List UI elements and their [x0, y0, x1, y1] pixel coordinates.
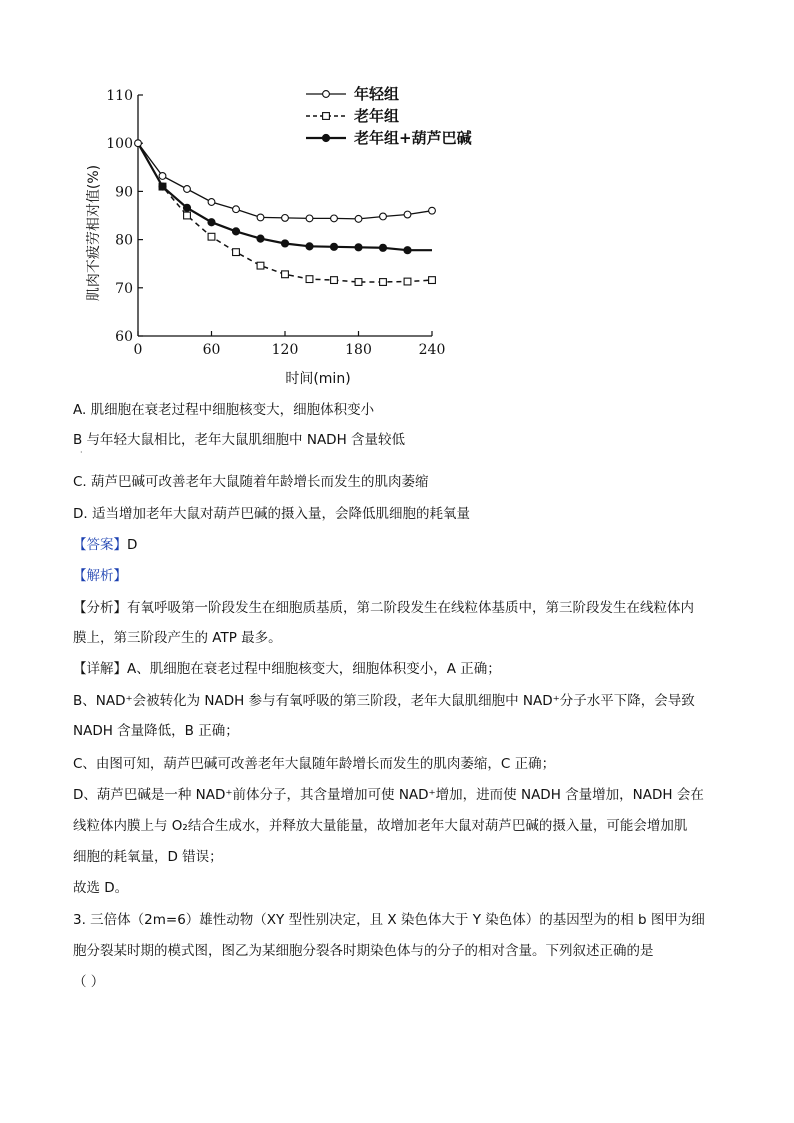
x-tick-label: 60 [202, 342, 221, 358]
y-tick-label: 80 [115, 232, 133, 249]
data-point [135, 140, 142, 147]
legend-marker [322, 134, 329, 141]
y-tick-label: 70 [115, 280, 133, 297]
data-point [306, 215, 313, 222]
legend-label: 年轻组 [354, 85, 400, 103]
option-c: C. 葫芦巴碱可改善老年大鼠随着年龄增长而发生的肌肉萎缩 [73, 474, 429, 490]
x-tick-label: 120 [271, 342, 299, 358]
question-3-line-2: 胞分裂某时期的模式图，图乙为某细胞分裂各时期染色体与的分子的相对含量。下列叙述正确的是 [73, 943, 654, 959]
data-point [183, 204, 190, 211]
data-point [159, 183, 166, 190]
data-point [208, 219, 215, 226]
detail-tag: 【详解】 [73, 661, 127, 677]
series-line-2 [138, 143, 432, 282]
data-point [380, 279, 387, 286]
detail-b-line-1: B、NAD⁺会被转化为 NADH 参与有氧呼吸的第三阶段，老年大鼠肌细胞中 NAD⁺分子水平下降，会导致 [73, 693, 695, 709]
data-point [159, 173, 166, 180]
data-point [331, 277, 338, 284]
detail-d-line-2: 线粒体内膜上与 O₂结合生成水，并释放大量能量，故增加老年大鼠对葫芦巴碱的摄入量，可能会增加肌 [73, 818, 688, 834]
fenxi-text-1: 有氧呼吸第一阶段发生在细胞质基质，第二阶段发生在线粒体基质中，第三阶段发生在线粒体内 [127, 600, 694, 616]
data-point [257, 214, 264, 221]
series-line-1 [138, 143, 432, 219]
fenxi-line-1 [73, 598, 694, 618]
legend-label: 老年组+葫芦巴碱 [354, 129, 472, 147]
data-point [257, 235, 264, 242]
fenxi-tag: 【分析】 [73, 600, 127, 616]
legend-label: 老年组 [354, 107, 400, 125]
detail-c-line: C、由图可知，葫芦巴碱可改善老年大鼠随年龄增长而发生的肌肉萎缩，C 正确； [73, 756, 556, 772]
legend-marker [323, 91, 330, 98]
data-point [355, 244, 362, 251]
series-line-3 [138, 143, 432, 250]
question-3-line-1: 3. 三倍体（2m=6）雄性动物（XY 型性别决定，且 X 染色体大于 Y 染色体）的基因型为的相 b 图甲为细 [73, 912, 705, 928]
analysis-tag: 【解析】 [73, 568, 127, 584]
stray-dot: · [80, 448, 83, 457]
data-point [184, 212, 191, 219]
answer-value: D [127, 537, 138, 553]
data-point [355, 279, 362, 286]
x-tick-label: 0 [133, 342, 143, 358]
data-point [208, 199, 215, 206]
data-point [404, 278, 411, 285]
option-a: A. 肌细胞在衰老过程中细胞核变大，细胞体积变小 [73, 402, 375, 418]
x-axis-title: 时间(min) [285, 371, 351, 387]
data-point [379, 244, 386, 251]
x-tick-label: 240 [418, 342, 446, 358]
y-tick-label: 110 [106, 88, 133, 104]
data-point [233, 249, 240, 256]
fenxi-line-2: 膜上，第三阶段产生的 ATP 最多。 [73, 630, 282, 646]
data-point [208, 233, 215, 240]
data-point [282, 215, 289, 222]
x-tick-label: 180 [345, 342, 372, 358]
option-d: D. 适当增加老年大鼠对葫芦巴碱的摄入量，会降低肌细胞的耗氧量 [73, 506, 470, 522]
detail-d-line-3: 细胞的耗氧量，D 错误； [73, 849, 223, 865]
data-point [330, 243, 337, 250]
data-point [429, 207, 436, 214]
y-tick-label: 90 [115, 184, 133, 201]
y-tick-label: 100 [106, 136, 133, 153]
detail-a-text: A、肌细胞在衰老过程中细胞核变大，细胞体积变小，A 正确； [127, 661, 501, 677]
detail-d-line-1: D、葫芦巴碱是一种 NAD⁺前体分子，其含量增加可使 NAD⁺增加，进而使 NADH 含量增加，NADH 会在 [73, 787, 704, 803]
data-point [404, 211, 411, 218]
data-point [331, 215, 338, 222]
data-point [232, 228, 239, 235]
data-point [282, 271, 289, 278]
y-axis-title: 肌肉不疲劳相对值(%) [86, 164, 102, 302]
answer-tag: 【答案】 [73, 537, 127, 553]
legend-marker [323, 113, 330, 120]
fatigue-line-chart [70, 78, 490, 393]
question-3-line-3: （ ） [73, 974, 105, 990]
detail-b-line-2: NADH 含量降低，B 正确； [73, 723, 239, 739]
data-point [355, 215, 362, 222]
data-point [184, 186, 191, 193]
data-point [306, 243, 313, 250]
answer-line [73, 535, 137, 555]
option-b: B 与年轻大鼠相比，老年大鼠肌细胞中 NADH 含量较低 [73, 432, 406, 448]
analysis-heading [73, 566, 127, 586]
data-point [404, 247, 411, 254]
y-tick-label: 60 [115, 329, 133, 345]
data-point [429, 277, 436, 284]
data-point [257, 262, 264, 269]
data-point [380, 213, 387, 220]
data-point [233, 206, 240, 213]
data-point [281, 240, 288, 247]
detail-a-line [73, 659, 501, 679]
conclusion-line: 故选 D。 [73, 880, 129, 896]
data-point [306, 276, 313, 283]
